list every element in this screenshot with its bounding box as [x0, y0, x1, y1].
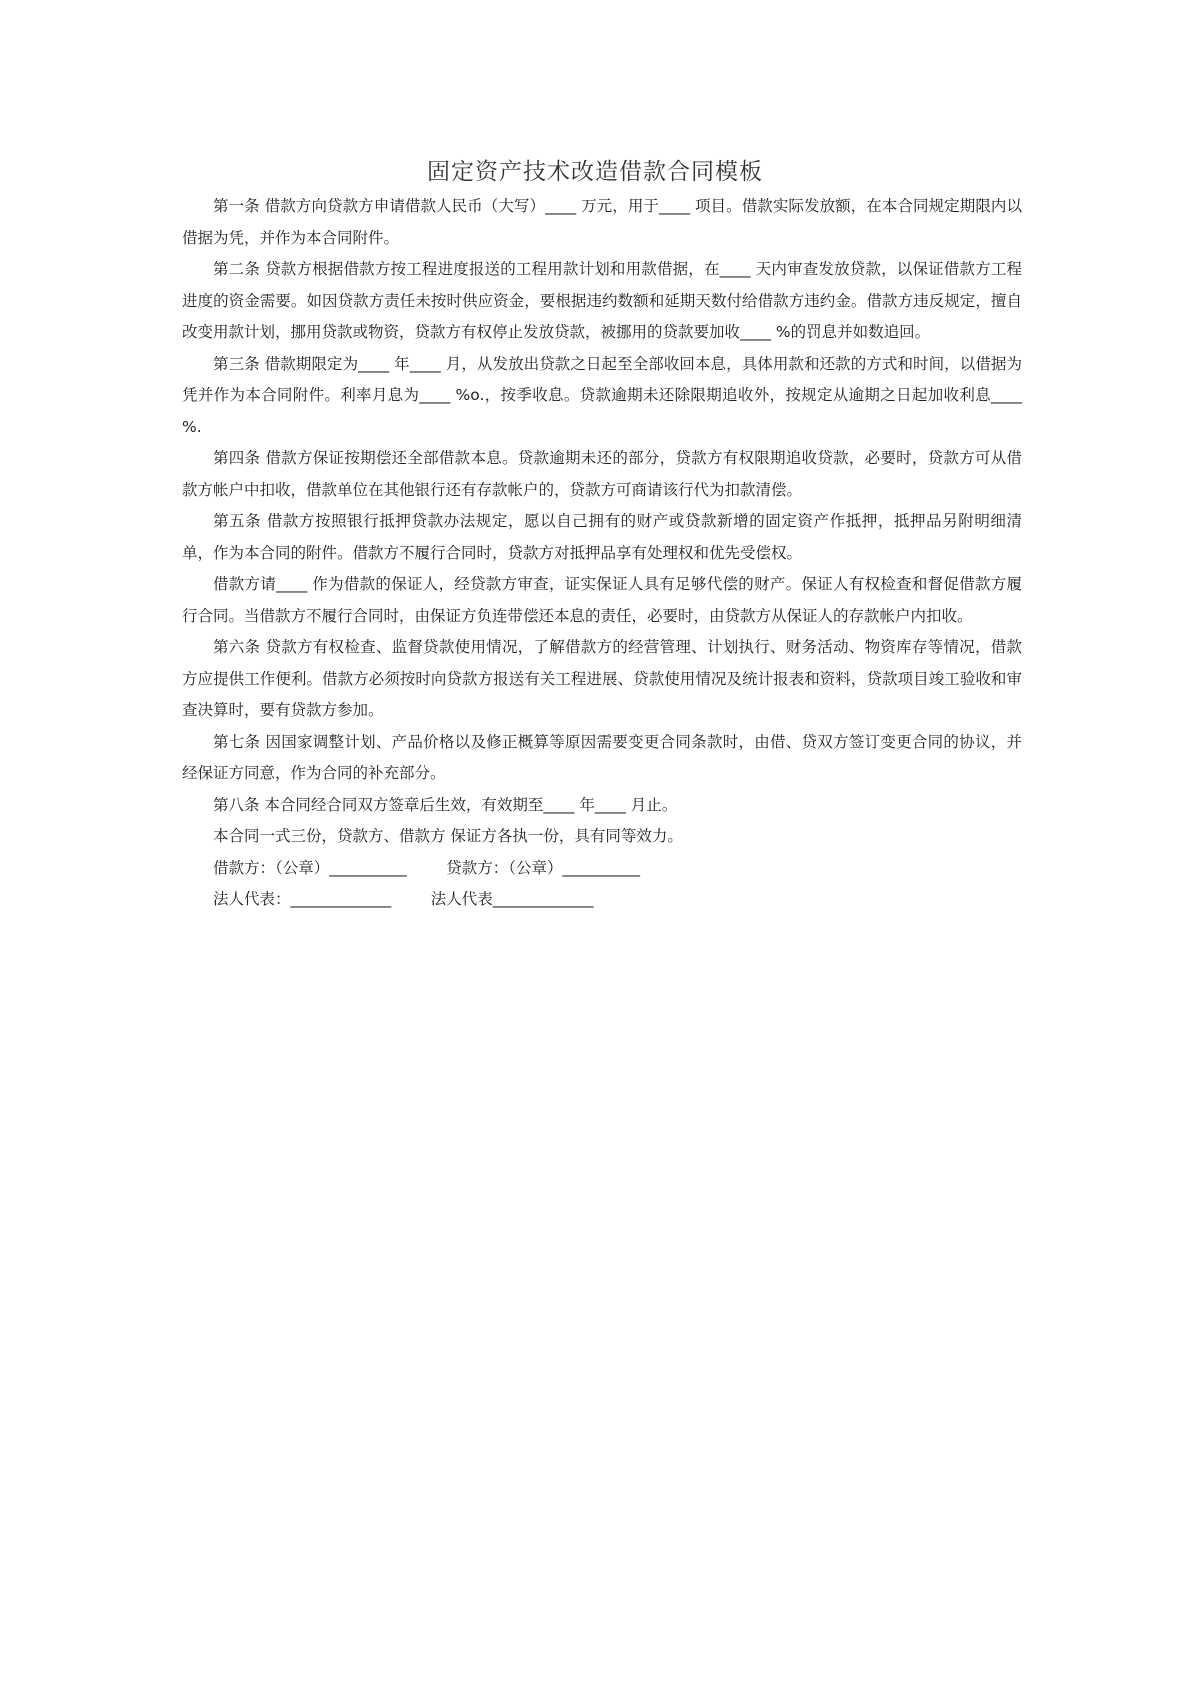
- clause-5: 第五条 借款方按照银行抵押贷款办法规定，愿以自己拥有的财产或贷款新增的固定资产作抵押，抵押品另附明细清单，作为本合同的附件。借款方不履行合同时，贷款方对抵押品享有处理权和优先受偿权。: [182, 512, 1022, 562]
- clause-4: 第四条 借款方保证按期偿还全部借款本息。贷款逾期未还的部分，贷款方有权限期追收贷款，必要时，贷款方可从借款方帐户中扣收，借款单位在其他银行还有存款帐户的，贷款方可商请该行代为扣款清偿。: [182, 449, 1022, 499]
- seal-line: [182, 853, 1022, 885]
- copies-paragraph: 本合同一式三份，贷款方、借款方 保证方各执一份，具有同等效力。: [213, 827, 683, 845]
- lender-seal: 贷款方：（公章）__________: [446, 858, 640, 877]
- clause-8: 第八条 本合同经合同双方签章后生效，有效期至____ 年____ 月止。: [213, 795, 678, 814]
- clause-3: 第三条 借款期限定为____ 年____ 月，从发放出贷款之日起至全部收回本息，具体用款和还款的方式和时间，以借据为凭并作为本合同附件。利率月息为____ %o.，按季收息。贷款逾期未还除限期追收外，按规定从逾期之日起加收利息____ %.: [182, 354, 1022, 436]
- borrower-representative: 法人代表：_____________: [213, 890, 392, 908]
- document-title: 固定资产技术改造借款合同模板: [427, 159, 763, 185]
- clause-6: 第六条 贷款方有权检查、监督贷款使用情况，了解借款方的经营管理、计划执行、财务活动、物资库存等情况，借款方应提供工作便利。借款方必须按时向贷款方报送有关工程进展、贷款使用情况及统计报表和资料，贷款项目竣工验收和审查决算时，要有贷款方参加。: [182, 638, 1022, 719]
- lender-representative: 法人代表_____________: [430, 890, 594, 908]
- clause-1: 第一条 借款方向贷款方申请借款人民币（大写）____ 万元，用于____ 项目。借款实际发放额，在本合同规定期限内以借据为凭，并作为本合同附件。: [182, 197, 1022, 247]
- clause-2: 第二条 贷款方根据借款方按工程进度报送的工程用款计划和用款借据，在____ 天内审查发放贷款，以保证借款方工程进度的资金需要。如因贷款方责任未按时供应资金，要根据违约数额和延期天数付给借款方违约金。借款方违反规定，擅自改变用款计划，挪用贷款或物资，贷款方有权停止发放贷款，被挪用的贷款要加收____ %的罚息并如数追回。: [182, 260, 1022, 341]
- clause-7: 第七条 因国家调整计划、产品价格以及修正概算等原因需要变更合同条款时，由借、贷双方签订变更合同的协议，并经保证方同意，作为合同的补充部分。: [182, 732, 1022, 782]
- borrower-seal: 借款方：（公章）__________: [213, 858, 407, 877]
- representative-line: [182, 884, 1022, 916]
- guarantor-paragraph: 借款方请____ 作为借款的保证人，经贷款方审查，证实保证人具有足够代偿的财产。保证人有权检查和督促借款方履行合同。当借款方不履行合同时，由保证方负连带偿还本息的责任，必要时，由贷款方从保证人的存款帐户内扣收。: [182, 575, 1022, 625]
- document-body: [182, 191, 1022, 916]
